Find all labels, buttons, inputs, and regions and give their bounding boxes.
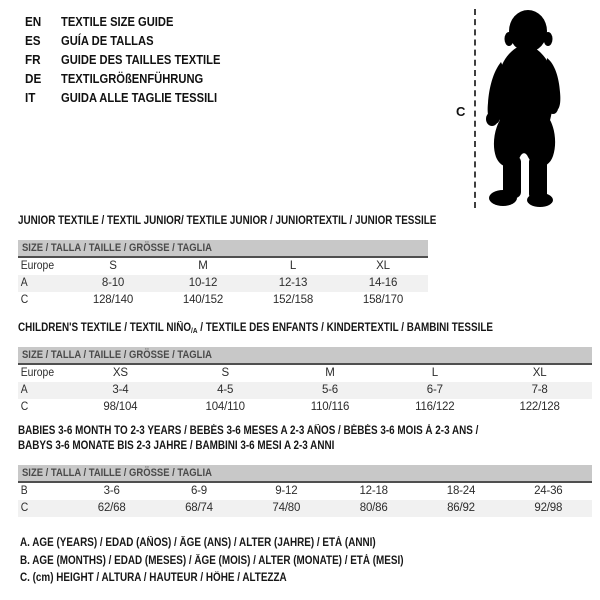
row-label: C — [20, 502, 29, 514]
footnote-height: C. (cm) HEIGHT / ALTURA / HAUTEUR / HÖHE / ALTEZZA — [20, 572, 287, 584]
table-cell: 158/170 — [362, 294, 404, 306]
table-row-age-months — [18, 483, 592, 500]
size-column-header: XL — [532, 367, 547, 379]
language-code: FR — [25, 52, 41, 67]
babies-section-title-line1: BABIES 3-6 MONTH TO 2-3 YEARS / BEBÉS 3-6 MESES A 2-3 AÑOS / BÉBÉS 3-6 MOIS À 2-3 ANS / — [18, 425, 479, 437]
size-column-header: XS — [112, 367, 128, 379]
table-cell: 128/140 — [92, 294, 134, 306]
table-cell: 68/74 — [185, 502, 213, 514]
size-header-text: SIZE / TALLA / TAILLE / GRÖSSE / TAGLIA — [22, 467, 212, 479]
size-column-header: M — [198, 260, 208, 272]
region-label: Europe — [20, 260, 55, 272]
language-title-list — [25, 12, 246, 107]
table-cell: 14-16 — [368, 277, 398, 289]
language-row — [25, 50, 246, 69]
guide-title: TEXTILE SIZE GUIDE — [61, 14, 174, 29]
table-cell: 98/104 — [103, 401, 138, 413]
table-cell: 3-4 — [112, 384, 129, 396]
table-row-height — [18, 399, 592, 416]
region-label: Europe — [20, 367, 55, 379]
table-cell: 12-13 — [278, 277, 308, 289]
table-cell: 9-12 — [275, 485, 298, 497]
row-label: B — [20, 485, 28, 497]
language-row — [25, 31, 246, 50]
table-column-header-row — [18, 365, 592, 382]
legend-footnotes — [20, 535, 466, 588]
language-code: DE — [25, 71, 42, 86]
size-header-bar — [18, 240, 428, 258]
row-label: A — [20, 384, 28, 396]
row-label: C — [20, 401, 29, 413]
size-column-header: S — [109, 260, 117, 272]
table-cell: 8-10 — [101, 277, 125, 289]
table-cell: 18-24 — [446, 485, 476, 497]
size-column-header: XL — [376, 260, 390, 272]
size-column-header: L — [289, 260, 297, 272]
footnote-age-months: B. AGE (MONTHS) / EDAD (MESES) / ÂGE (MOIS) / ALTER (MONATE) / ETÀ (MESI) — [20, 554, 404, 567]
table-cell: 116/122 — [415, 401, 455, 413]
row-label: C — [20, 294, 29, 306]
footnote-age-years: A. AGE (YEARS) / EDAD (AÑOS) / ÂGE (ANS) / ALTER (JAHRE) / ETÀ (ANNI) — [20, 537, 376, 549]
language-code: IT — [25, 90, 36, 105]
language-row — [25, 69, 246, 88]
size-header-text: SIZE / TALLA / TAILLE / GRÖSSE / TAGLIA — [22, 242, 212, 254]
language-code: ES — [25, 33, 41, 48]
table-cell: 6-9 — [190, 485, 207, 497]
table-cell: 80/86 — [359, 502, 388, 514]
baby-silhouette-icon — [483, 8, 565, 207]
table-cell: 62/68 — [97, 502, 126, 514]
babies-section-title-line2: BABYS 3-6 MONATE BIS 2-3 JAHRE / BAMBINI 3-6 MESI A 2-3 ANNI — [18, 440, 335, 452]
babies-section-title — [18, 424, 553, 454]
table-cell: 152/158 — [272, 294, 314, 306]
children-size-table — [18, 347, 592, 416]
size-column-header: M — [325, 367, 335, 379]
height-measure-dashed-line — [474, 9, 476, 208]
table-cell: 104/110 — [205, 401, 245, 413]
table-cell: 24-36 — [534, 485, 563, 497]
table-cell: 12-18 — [359, 485, 388, 497]
table-cell: 74/80 — [272, 502, 301, 514]
size-column-header: L — [431, 367, 438, 379]
table-cell: 4-5 — [217, 384, 234, 396]
table-cell: 5-6 — [321, 384, 338, 396]
babies-size-table — [18, 465, 592, 517]
row-label: A — [20, 277, 28, 289]
guide-title: GUIDE DES TAILLES TEXTILE — [61, 52, 221, 67]
size-column-header: S — [221, 367, 229, 379]
table-cell: 92/98 — [534, 502, 563, 514]
junior-size-table — [18, 240, 428, 309]
table-cell: 122/128 — [519, 401, 560, 413]
height-measure-label: C — [456, 104, 466, 119]
table-row-height — [18, 292, 428, 309]
table-row-height — [18, 500, 592, 517]
table-cell: 6-7 — [426, 384, 443, 396]
children-section-title — [18, 322, 570, 335]
guide-title: GUÍA DE TALLAS — [61, 33, 154, 48]
size-header-text: SIZE / TALLA / TAILLE / GRÖSSE / TAGLIA — [22, 349, 212, 361]
table-column-header-row — [18, 258, 428, 275]
language-row — [25, 88, 246, 107]
table-cell: 110/116 — [310, 401, 350, 413]
table-row-age — [18, 275, 428, 292]
guide-title: TEXTILGRÖßENFÜHRUNG — [61, 71, 204, 86]
table-cell: 140/152 — [182, 294, 224, 306]
size-header-bar — [18, 347, 592, 365]
table-cell: 10-12 — [188, 277, 218, 289]
children-section-title-text: CHILDREN'S TEXTILE / TEXTIL $NIÑO_{/A}$ / TEXTILE DES ENFANTS / KINDERTEXTIL / BAMBINI TESSILE — [18, 322, 493, 335]
table-cell: 3-6 — [103, 485, 120, 497]
table-cell: 7-8 — [531, 384, 548, 396]
table-cell: 86/92 — [447, 502, 475, 514]
language-row — [25, 12, 246, 31]
language-code: EN — [25, 14, 42, 29]
junior-section-title — [18, 215, 504, 227]
table-row-age — [18, 382, 592, 399]
subscript-text: /A — [191, 326, 198, 335]
size-header-bar — [18, 465, 592, 483]
guide-title: GUIDA ALLE TAGLIE TESSILI — [61, 90, 218, 105]
junior-section-title-text: JUNIOR TEXTILE / TEXTIL JUNIOR/ TEXTILE JUNIOR / JUNIORTEXTIL / JUNIOR TESSILE — [18, 215, 437, 227]
